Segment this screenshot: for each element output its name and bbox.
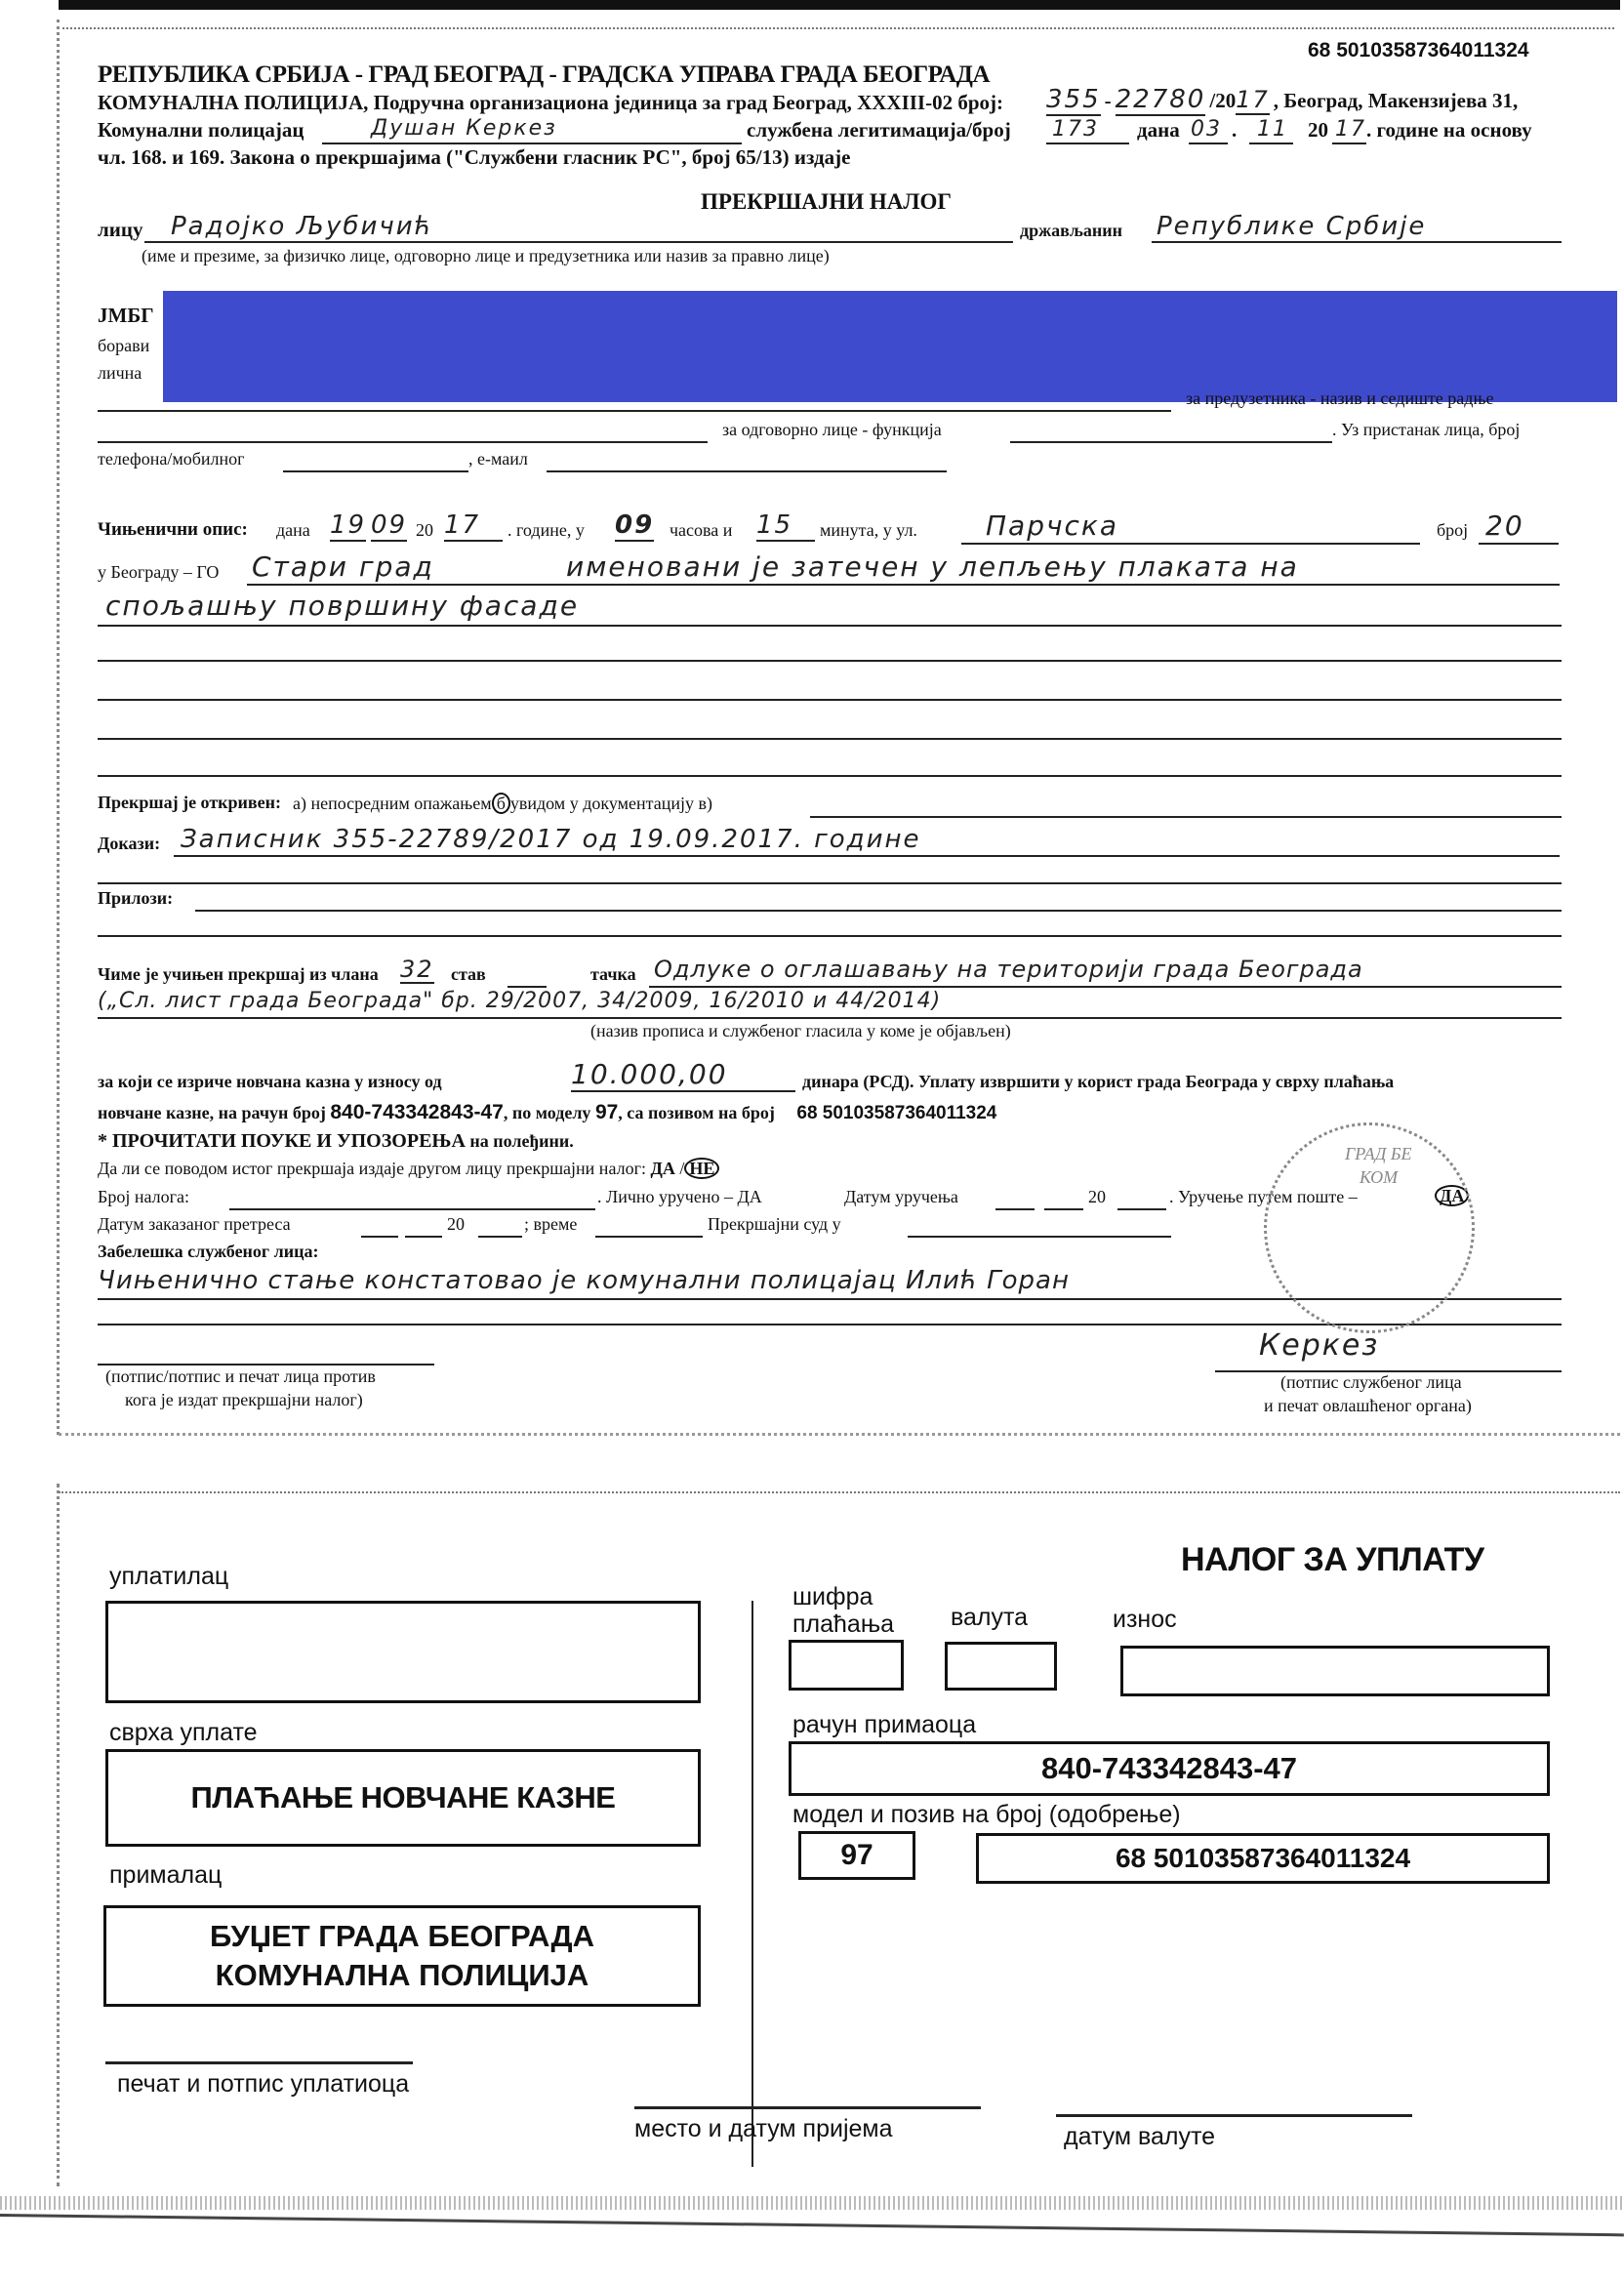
hearing-date-label: Датум заказаног претреса [98,1214,291,1234]
description-line1[interactable]: именовани је затечен у лепљењу плаката на [566,550,1299,583]
responsible-person-label: за одговорно лице - функција [722,420,942,439]
recipient-account-field[interactable] [789,1741,1550,1796]
reference-field[interactable] [976,1833,1550,1884]
recipient-account-label: рачун примаоца [792,1711,977,1738]
incident-hour[interactable]: 09 [615,510,655,540]
reference-number: 68 50103587364011324 [796,1103,997,1123]
delivery-year-prefix: 20 [1088,1187,1106,1206]
warning-bold: * ПРОЧИТАТИ ПОУКЕ И УПОЗОРЕЊА [98,1130,466,1152]
purpose-field[interactable] [105,1749,701,1847]
perforation-slip-top [59,1491,1620,1493]
facts-dana-label: дана [276,520,310,540]
broj-label: број: [957,91,1004,114]
incident-day[interactable]: 19 [330,510,367,540]
fine-text-before: за који се изриче новчана казна у износу од [98,1072,442,1091]
description-line2[interactable]: спољашњу површину фасаде [105,590,580,622]
belgrade-municipality-label: у Београду – ГО [98,562,220,582]
evidence-label: Докази: [98,834,161,853]
street-value[interactable]: Парчска [986,510,1118,542]
perforation-top [62,27,1614,29]
court-label: Прекршајни суд у [708,1214,841,1234]
case-number-field[interactable]: 355 - 22780 /2017 , Београд, Макензијева 31, [1046,85,1519,114]
model-text: , по моделу [503,1103,591,1122]
article-value[interactable]: 32 [400,956,434,983]
delivery-date-label: Датум уручења [844,1187,958,1206]
hours-label: часова и [670,520,733,540]
issue-year-prefix: 20 [1308,118,1328,142]
email-label: , е-маил [468,449,528,469]
redacted-personal-data [163,291,1617,402]
model-reference-label: модел и позив на број (одобрење) [792,1801,1181,1828]
municipality-value[interactable]: Стари град [252,550,434,583]
model-field[interactable] [798,1831,915,1880]
offender-signature-label-1: (потпис/потпис и печат лица против [105,1366,376,1386]
minutes-street-label: минута, у ул. [820,520,917,540]
payment-code-field[interactable] [789,1640,904,1691]
payer-signature-label: печат и потпис уплатиоца [117,2070,410,2098]
model-number: 97 [594,1101,619,1123]
account-text: новчане казне, на рачун број [98,1103,326,1122]
case-number-part2: 22780 [1115,85,1206,114]
option-b: увидом у документацију в) [509,794,712,813]
option-a[interactable]: а) непосредним опажањем [293,794,492,813]
article-label: Чиме је учињен прекршај из члана [98,964,379,984]
facts-broj-label: број [1437,520,1469,540]
dana-label: дана [1137,118,1180,142]
incident-year[interactable]: 17 [444,511,503,542]
payer-label: уплатилац [109,1563,229,1590]
phone-label: телефона/мобилног [98,449,245,469]
note-value[interactable]: Чињенично стање констатовао је комунални полицајац Илић Горан [98,1266,1070,1295]
komunalna-policija-label: КОМУНАЛНА ПОЛИЦИЈА, [98,91,369,114]
recipient-account-value: 840-743342843-47 [1040,1751,1298,1785]
payment-code-label [792,1583,894,1638]
personally-delivered-label: . Лично уручено – ДА [597,1187,762,1206]
fine-line2 [98,1101,996,1124]
attachments-label: Прилози: [98,888,174,908]
value-date-label: датум валуте [1064,2123,1216,2150]
recipient-field[interactable] [103,1905,701,2007]
payer-field[interactable] [105,1601,701,1703]
evidence-value[interactable]: Записник 355-22789/2017 од 19.09.2017. године [181,825,921,854]
citizenship-label: држављанин [1020,221,1123,240]
licu-label: лицу [98,218,143,241]
scan-top-edge [59,0,1620,10]
incident-month[interactable]: 09 [371,510,408,540]
amount-field[interactable] [1120,1646,1550,1696]
facts-label: Чињенични опис: [98,519,248,540]
post-delivery-yes-selected[interactable]: ДА [1435,1185,1469,1206]
perforation-left-slip [57,1484,65,2186]
regulation-hint: (назив прописа и службеног гласила у коме је објављен) [590,1021,1011,1040]
document-title: ПРЕКРШАЈНИ НАЛОГ [701,189,953,214]
fine-text-after: динара (РСД). Уплату извршити у корист града Београда у сврху плаћања [802,1072,1395,1091]
officer-name[interactable]: Душан Керкез [371,116,557,141]
discovery-options [293,793,712,814]
issue-year[interactable]: 17 [1335,117,1366,142]
post-delivery-label: . Уручење путем поште – [1169,1187,1358,1206]
currency-label: валута [951,1604,1029,1631]
other-person-yes[interactable]: ДА [650,1159,675,1178]
officer-signature-label-1: (потпис службеног лица [1280,1372,1462,1392]
place-date-label: место и датум пријема [634,2115,893,2142]
stamp-text-top: ГРАД БЕ [1345,1144,1412,1163]
person-hint: (име и презиме, за физичко лице, одговорно лице и предузетника или назив за правно лице) [142,246,830,265]
purpose-value: ПЛАЋАЊЕ НОВЧАНЕ КАЗНЕ [190,1780,616,1814]
option-b-selected[interactable]: б [492,793,510,814]
reference-number-top: 68 50103587364011324 [1308,39,1529,61]
case-year-prefix: /20 [1209,89,1237,112]
jmbg-label: ЈМБГ [98,304,154,327]
order-number-label: Број налога: [98,1187,189,1206]
discovery-label: Прекршај је откривен: [98,793,281,812]
point-label: тачка [590,964,636,984]
official-stamp [1264,1122,1475,1333]
boravi-label: борави [98,336,150,355]
reference-value: 68 50103587364011324 [1115,1843,1411,1873]
payment-code-label-2: плаћања [792,1610,895,1638]
facts-godine-label: . године, у [508,520,585,540]
paragraph-label: став [451,964,486,984]
fine-amount[interactable]: 10.000,00 [571,1060,795,1092]
legit-label: службена легитимација/број [747,118,1011,142]
other-person-no-selected[interactable]: НЕ [684,1158,719,1179]
purpose-label: сврха уплате [109,1719,258,1746]
incident-year-prefix: 20 [416,520,433,540]
address: , Београд, Макензијева 31, [1273,89,1519,112]
warning-rest: на полеђини. [469,1131,574,1151]
hearing-time-label: ; време [524,1214,578,1234]
officer-signature-label-2: и печат овлашћеног органа) [1264,1396,1472,1415]
street-number[interactable]: 20 [1485,510,1524,542]
consent-label: . Уз пристанак лица, број [1332,420,1521,439]
case-number-part1: 355 [1046,85,1101,114]
recipient-label: прималац [109,1861,223,1889]
scan-bottom-edge [0,2196,1624,2210]
slip-divider [751,1601,753,2167]
perforation-left [57,20,65,1435]
payment-code-label-1: шифра [792,1583,873,1610]
header-title: РЕПУБЛИКА СРБИЈА - ГРАД БЕОГРАД - ГРАДСКА УПРАВА ГРАДА БЕОГРАДА [98,61,991,88]
legit-number[interactable]: 173 [1052,117,1099,142]
entrepreneur-label: за предузетника - назив и седиште радње [1186,388,1494,408]
stamp-text-side: КОМ [1360,1167,1399,1187]
header-line2 [98,92,1003,114]
issue-day[interactable]: 03 [1191,117,1222,142]
officer-signature: Керкез [1259,1328,1380,1363]
note-label: Забелешка службеног лица: [98,1242,319,1261]
godine-label: . године на основу [1366,118,1532,142]
warning [98,1130,574,1153]
slip-bottom-edge [0,2214,1624,2236]
regulation-line1[interactable]: Одлуке о оглашавању на територији града Београда [654,956,1363,983]
other-person-label: Да ли се поводом истог прекршаја издаје другом лицу прекршајни налог: [98,1159,646,1178]
hearing-year-prefix: 20 [447,1214,465,1234]
incident-minute[interactable]: 15 [756,511,815,542]
officer-label: Комунални полицајац [98,118,304,142]
recipient-line2: КОМУНАЛНА ПОЛИЦИЈА [215,1958,589,1992]
recipient-line1: БУЏЕТ ГРАДА БЕОГРАДА [209,1919,595,1953]
offender-signature-label-2: кога је издат прекршајни налог) [125,1390,363,1409]
payment-slip-title: НАЛОГ ЗА УПЛАТУ [1181,1541,1484,1578]
reference-text: , са позивом на број [618,1103,775,1122]
model-value: 97 [840,1839,873,1871]
other-person-question: Да ли се поводом истог прекршаја издаје другом лицу прекршајни налог: ДА / НЕ [98,1158,719,1179]
issue-month[interactable]: 11 [1257,117,1288,142]
person-name[interactable]: Радојко Љубичић [171,212,433,241]
law-line: чл. 168. и 169. Закона о прекршајима ("Службени гласник РС", број 65/13) издаје [98,145,851,169]
licna-label: лична [98,363,142,383]
amount-label: износ [1113,1606,1177,1633]
unit-label: Подручна организациона јединица за град Београд, XXXIII-02 [373,91,954,114]
account-number: 840-743342843-47 [330,1101,504,1123]
currency-field[interactable] [945,1642,1057,1691]
citizenship-value[interactable]: Републике Србије [1157,212,1427,241]
case-year: 17 [1236,86,1270,113]
perforation-middle [59,1433,1620,1436]
regulation-line2[interactable]: („Сл. лист града Београда" бр. 29/2007, 34/2009, 16/2010 и 44/2014) [98,989,942,1013]
